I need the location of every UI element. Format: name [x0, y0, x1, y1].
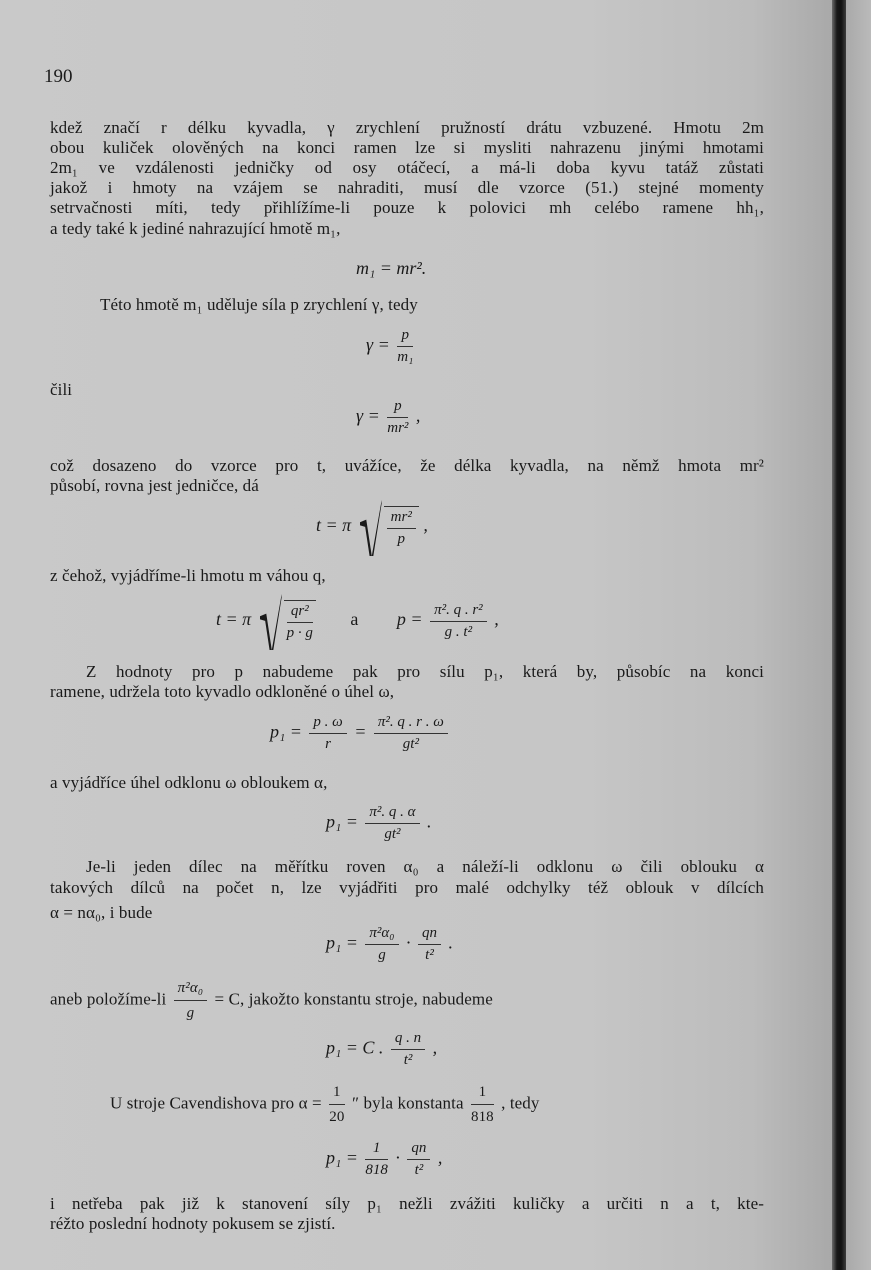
text-span: aneb položíme-li	[50, 989, 167, 1009]
frac-den: p	[397, 531, 405, 547]
book-gutter-shadow	[832, 0, 846, 1270]
frac-num: qn	[418, 925, 441, 945]
frac-den: gt²	[402, 736, 419, 752]
frac-num: 1	[365, 1140, 388, 1160]
eq-dot: ·	[406, 932, 411, 953]
frac-den: g . t²	[444, 623, 473, 640]
eq-tail: ,	[432, 1037, 438, 1058]
text-line: α = nα₀, i bude	[50, 903, 153, 922]
frac-num: qr²	[287, 603, 313, 623]
equation-t-2	[216, 600, 499, 642]
eq-lhs: t = π	[216, 609, 252, 630]
frac-den: t²	[425, 947, 434, 963]
equation-m1: m₁ = mr².	[356, 258, 427, 278]
eq-lhs: γ =	[356, 405, 380, 426]
frac-den: t²	[414, 1162, 424, 1178]
text-line: 2m₁ ve vzdálenosti jedničky od osy otáčecí, a má-li doba kyvu tatáž zůstati	[50, 158, 764, 177]
frac-den: g	[186, 1005, 195, 1021]
eq-tail: ,	[437, 1147, 443, 1168]
eq-dot: ·	[395, 1147, 400, 1168]
eq-tail: .	[427, 811, 432, 832]
frac-num: π²α₀	[365, 925, 398, 945]
text-line: což dosazeno do vzorce pro t, uvážíce, že délka kyvadla, na němž hmota mr²	[50, 456, 764, 475]
equation-gamma-2	[356, 398, 420, 437]
frac-den: mr²	[387, 420, 409, 436]
frac-num: p	[397, 327, 413, 347]
text-line-with-fraction	[50, 978, 680, 1023]
eq-lhs: p₁ =	[326, 811, 358, 832]
text-line: réžto poslední hodnoty pokusem se zjistí.	[50, 1214, 336, 1233]
text-line: takových dílců na počet n, lze vyjádřiti pro malé odchylky též oblouk v dílcích	[50, 878, 764, 897]
text-line: čili	[50, 380, 73, 399]
frac-num: p . ω	[309, 714, 346, 734]
frac-num: π². q . r²	[430, 602, 487, 622]
equation-gamma-1	[366, 327, 416, 366]
text-line: a vyjádříce úhel odklonu ω obloukem α,	[50, 773, 328, 792]
eq-equals: =	[354, 721, 367, 742]
equation-p1-3	[326, 925, 453, 964]
adjacent-page-edge	[846, 0, 871, 1270]
text-span: U stroje Cavendishova pro α =	[110, 1093, 322, 1113]
eq-lhs: p =	[396, 609, 423, 630]
sqrt-sign	[356, 506, 419, 548]
eq-lhs: p₁ =	[326, 932, 358, 953]
frac-den: 20	[329, 1109, 345, 1125]
equation-t-1	[316, 506, 428, 548]
frac-num: q . n	[391, 1030, 425, 1050]
text-line: Z hodnoty pro p nabudeme pak pro sílu p₁, která by, působíc na konci	[86, 662, 764, 681]
frac-den: p · g	[286, 625, 313, 641]
page-number: 190	[44, 66, 73, 87]
text-span: = C, jakožto konstantu stroje, nabudeme	[214, 989, 493, 1009]
text-line: kdež značí r délku kyvadla, γ zrychlení pružností drátu vzbuzené. Hmotu 2m	[50, 118, 764, 137]
frac-den: t²	[403, 1052, 413, 1068]
text-line: z čehož, vyjádříme-li hmotu m váhou q,	[50, 566, 326, 585]
frac-den: 818	[365, 1162, 388, 1178]
text-line: Je-li jeden dílec na měřítku roven α₀ a náleží-li odklonu ω čili oblouku α	[86, 857, 764, 876]
eq-lhs: t = π	[316, 515, 352, 536]
text-line: obou kuliček olověných na konci ramen lze si mysliti nahrazenu jinými hmotami	[50, 138, 764, 157]
frac-num: 1	[471, 1082, 494, 1105]
eq-tail: ,	[494, 609, 499, 630]
eq-tail: ,	[423, 515, 428, 536]
text-line: setrvačnosti míti, tedy přihlížíme-li pouze k polovici mh celébo ramene hh₁,	[50, 198, 764, 217]
equation-p1-2	[326, 804, 432, 843]
eq-conjunction: a	[350, 609, 359, 630]
equation-p1-4	[326, 1030, 437, 1069]
frac-num: 1	[329, 1082, 345, 1105]
text-span: , tedy	[501, 1093, 540, 1113]
equation-p1-1	[270, 714, 451, 753]
frac-num: π². q . α	[365, 804, 419, 824]
sqrt-sign	[256, 600, 316, 642]
eq-lhs: p₁ =	[270, 721, 302, 742]
text-line: jakož i hmoty na vzájem se nahraditi, musí dle vzorce (51.) stejné momenty	[50, 178, 764, 197]
eq-lhs: γ =	[366, 334, 390, 355]
text-line: Této hmotě m₁ uděluje síla p zrychlení γ, tedy	[100, 295, 418, 314]
eq-lhs: p₁ = C .	[326, 1037, 384, 1058]
frac-num: p	[387, 398, 408, 418]
text-line-with-fraction	[110, 1082, 740, 1127]
text-line: a tedy také k jediné nahrazující hmotě m₁,	[50, 219, 341, 238]
frac-den: m₁	[397, 349, 414, 365]
frac-den: 818	[470, 1109, 494, 1125]
frac-num: qn	[407, 1140, 430, 1160]
eq-tail: ,	[415, 405, 421, 426]
frac-num: π²α₀	[174, 978, 208, 1001]
eq-lhs: p₁ =	[326, 1147, 358, 1168]
frac-num: π². q . r . ω	[374, 714, 448, 734]
frac-den: g	[378, 947, 386, 963]
equation-p1-5	[326, 1140, 442, 1179]
frac-num: mr²	[387, 509, 416, 529]
text-line: působí, rovna jest jedničce, dá	[50, 476, 259, 495]
text-line: i netřeba pak již k stanovení síly p₁ nežli zvážiti kuličky a určiti n a t, kte-	[50, 1194, 764, 1213]
text-line: ramene, udržela toto kyvadlo odkloněné o úhel ω,	[50, 682, 395, 701]
frac-den: gt²	[384, 826, 401, 842]
eq-tail: .	[448, 932, 454, 953]
text-span: ″ byla konstanta	[352, 1093, 464, 1113]
frac-den: r	[325, 736, 331, 752]
